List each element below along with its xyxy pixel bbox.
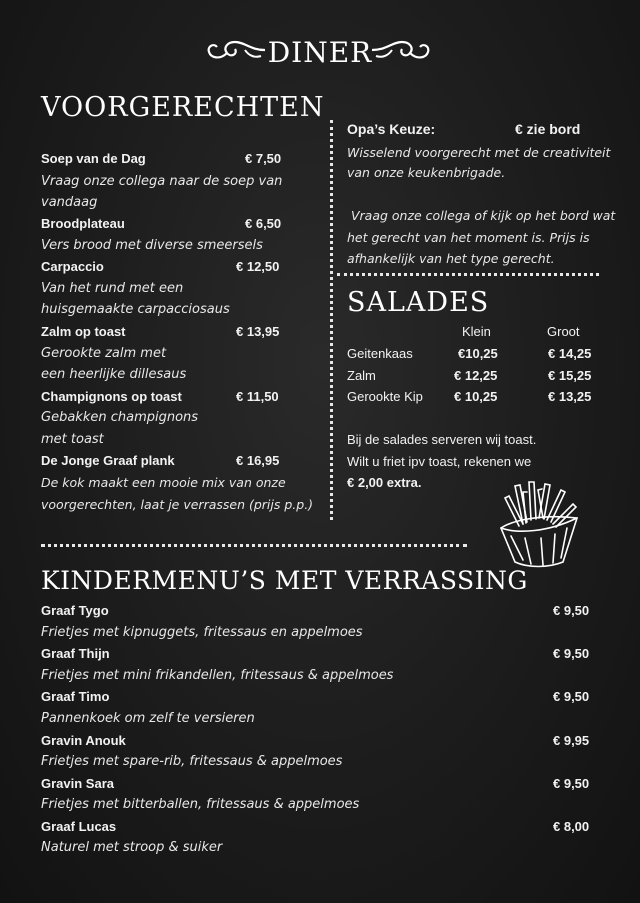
item-name: Gravin Sara [41, 776, 114, 791]
salade-price-large: € 15,25 [548, 368, 592, 383]
item-name: Champignons op toast [41, 389, 182, 404]
item-description: Frietjes met mini frikandellen, fritessaus & appelmoes [41, 668, 394, 683]
salades-note: Bij de salades serveren wij toast. [347, 432, 537, 447]
diner-header [0, 30, 640, 74]
item-description: Naturel met stroop & suiker [41, 840, 223, 855]
opas-keuze-description: van onze keukenbrigade. [347, 165, 506, 180]
opas-keuze-note: Vraag onze collega of kijk op het bord wat [347, 208, 616, 223]
item-description: voorgerechten, laat je verrassen (prijs p.p.) [41, 497, 314, 512]
item-price: € 13,95 [236, 324, 280, 339]
opas-keuze-note: het gerecht van het moment is. Prijs is [347, 230, 590, 245]
item-name: Opa’s Keuze: [347, 121, 436, 137]
item-price: € 9,50 [553, 603, 590, 618]
salade-name: Gerookte Kip [347, 389, 423, 404]
item-name: Broodplateau [41, 216, 125, 231]
fries-icon [493, 478, 583, 570]
item-price: € 9,50 [553, 646, 590, 661]
item-price: € zie bord [515, 121, 581, 137]
salades-col-small: Klein [462, 324, 491, 339]
item-description: De kok maakt een mooie mix van onze [41, 475, 286, 490]
item-name: Graaf Thijn [41, 646, 110, 661]
item-description: Frietjes met bitterballen, fritessaus & appelmoes [41, 797, 360, 812]
item-price: € 9,50 [553, 776, 590, 791]
item-description: Van het rund met een [41, 281, 184, 296]
item-description: Gebakken champignons [41, 410, 199, 425]
salade-price-small: €10,25 [458, 346, 498, 361]
horizontal-divider [337, 273, 599, 276]
item-description: Gerookte zalm met [41, 346, 167, 361]
salades-note: Wilt u friet ipv toast, rekenen we [347, 454, 532, 469]
kindermenu-title: KINDERMENU’S MET VERRASSING [41, 566, 528, 595]
item-price: € 9,95 [553, 733, 590, 748]
salade-price-small: € 10,25 [454, 389, 498, 404]
item-price: € 12,50 [236, 259, 280, 274]
salade-price-small: € 12,25 [454, 368, 498, 383]
item-description: vandaag [41, 195, 98, 210]
salades-col-large: Groot [547, 324, 580, 339]
item-price: € 8,00 [553, 819, 590, 834]
opas-keuze-description: Wisselend voorgerecht met de creativiteit [347, 145, 611, 160]
item-description: Pannenkoek om zelf te versieren [41, 711, 255, 726]
item-description: met toast [41, 432, 104, 447]
page-title: DINER [267, 36, 373, 69]
item-name: Graaf Lucas [41, 819, 117, 834]
swirl-ornament-right-icon [370, 34, 432, 66]
item-name: Zalm op toast [41, 324, 126, 339]
item-price: € 7,50 [245, 151, 282, 166]
item-name: De Jonge Graaf plank [41, 453, 175, 468]
salades-title: SALADES [347, 287, 490, 318]
salades-note: € 2,00 extra. [347, 475, 422, 490]
item-name: Graaf Tygo [41, 603, 109, 618]
item-description: een heerlijke dillesaus [41, 367, 187, 382]
salade-name: Geitenkaas [347, 346, 413, 361]
voorgerechten-title: VOORGERECHTEN [41, 92, 325, 123]
item-description: Frietjes met spare-rib, fritessaus & appelmoes [41, 754, 343, 769]
salade-price-large: € 14,25 [548, 346, 592, 361]
item-price: € 16,95 [236, 453, 280, 468]
item-description: Vraag onze collega naar de soep van [41, 174, 283, 189]
vertical-divider [330, 120, 333, 520]
item-description: huisgemaakte carpacciosaus [41, 302, 230, 317]
salade-price-large: € 13,25 [548, 389, 592, 404]
item-description: Frietjes met kipnuggets, fritessaus en appelmoes [41, 625, 363, 640]
horizontal-divider [41, 544, 467, 547]
item-name: Graaf Timo [41, 689, 110, 704]
salade-name: Zalm [347, 368, 376, 383]
item-description: Vers brood met diverse smeersels [41, 238, 263, 253]
item-price: € 11,50 [236, 389, 279, 404]
item-name: Carpaccio [41, 259, 104, 274]
item-name: Soep van de Dag [41, 151, 146, 166]
item-price: € 9,50 [553, 689, 590, 704]
item-price: € 6,50 [245, 216, 282, 231]
item-name: Gravin Anouk [41, 733, 126, 748]
opas-keuze-note: afhankelijk van het type gerecht. [347, 251, 555, 266]
